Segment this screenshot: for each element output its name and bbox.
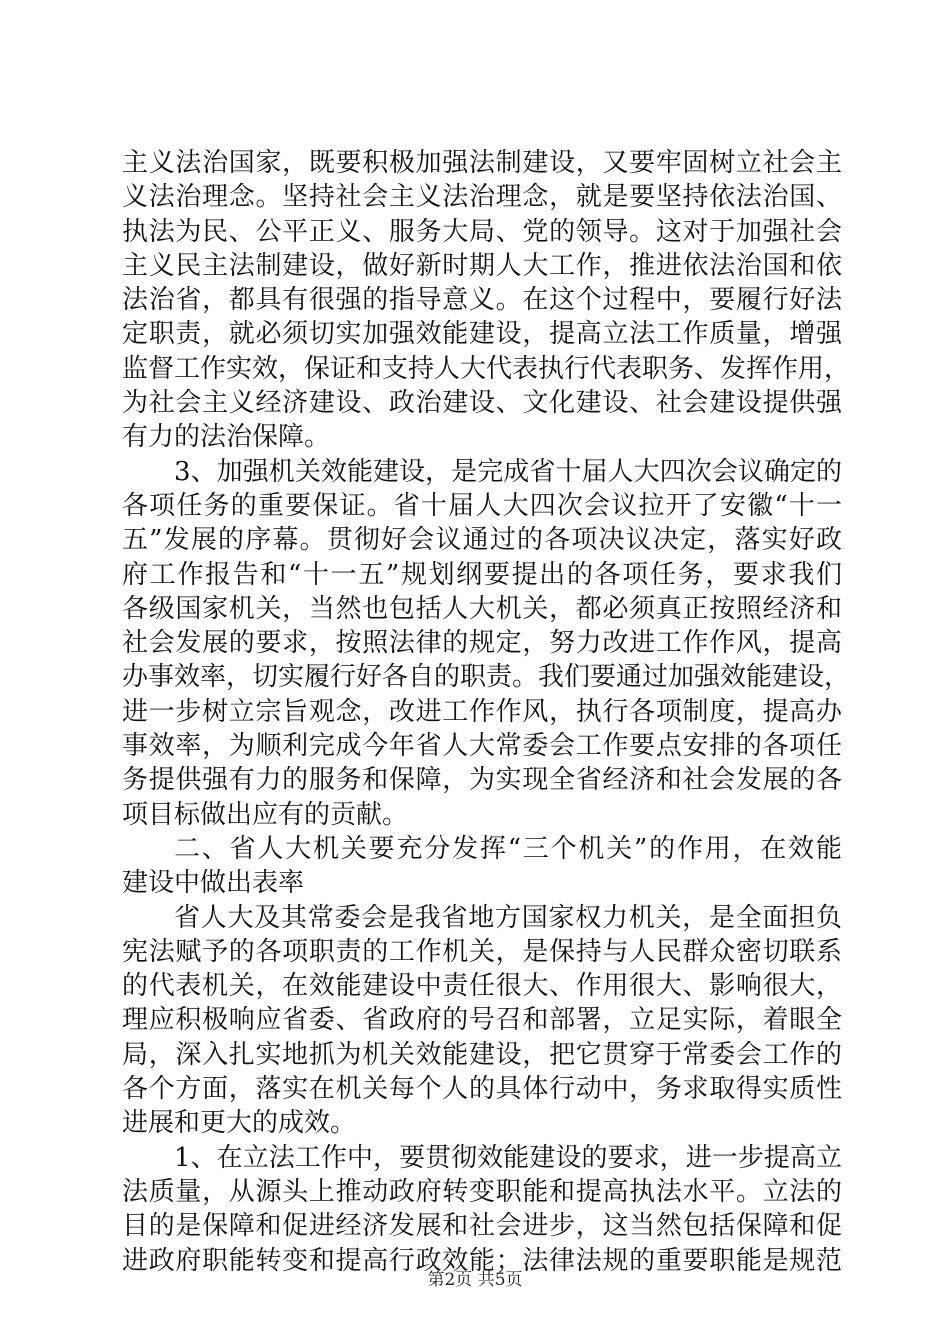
text-line: 有力的法治保障。 bbox=[122, 422, 331, 453]
text-line: 法治省，都具有很强的指导意义。在这个过程中，要履行好法 bbox=[122, 285, 842, 316]
section-heading-line: 建设中做出表率 bbox=[122, 868, 305, 899]
text-line: 社会发展的要求，按照法律的规定，努力改进工作作风，提高 bbox=[122, 628, 842, 659]
text-line: 事效率，为顺利完成今年省人大常委会工作要点安排的各项任 bbox=[122, 731, 842, 762]
text-line: 监督工作实效，保证和支持人大代表执行代表职务、发挥作用， bbox=[122, 353, 851, 384]
text-line: 主义民主法制建设，做好新时期人大工作，推进依法治国和依 bbox=[122, 250, 842, 281]
text-line: 3、加强机关效能建设，是完成省十届人大四次会议确定的 bbox=[174, 456, 842, 487]
text-line: 义法治理念。坚持社会主义法治理念，就是要坚持依法治国、 bbox=[122, 182, 842, 213]
text-line: 府工作报告和“十一五”规划纲要提出的各项任务，要求我们 bbox=[122, 559, 842, 590]
body-text bbox=[122, 146, 851, 1278]
text-line: 进政府职能转变和提高行政效能；法律法规的重要职能是规范 bbox=[122, 1245, 842, 1276]
text-line: 执法为民、公平正义、服务大局、党的领导。这对于加强社会 bbox=[122, 216, 842, 247]
text-line: 进展和更大的成效。 bbox=[122, 1108, 357, 1139]
text-line: 进一步树立宗旨观念，改进工作作风，执行各项制度，提高办 bbox=[122, 696, 842, 727]
text-line: 目的是保障和促进经济发展和社会进步，这当然包括保障和促 bbox=[122, 1211, 842, 1242]
text-line: 定职责，就必须切实加强效能建设，提高立法工作质量，增强 bbox=[122, 319, 842, 350]
text-line: 局，深入扎实地抓为机关效能建设，把它贯穿于常委会工作的 bbox=[122, 1039, 842, 1070]
text-line: 的代表机关，在效能建设中责任很大、作用很大、影响很大， bbox=[122, 971, 842, 1002]
text-line: 办事效率，切实履行好各自的职责。我们要通过加强效能建设， bbox=[122, 662, 851, 693]
text-line: 务提供强有力的服务和保障，为实现全省经济和社会发展的各 bbox=[122, 765, 842, 796]
text-line: 省人大及其常委会是我省地方国家权力机关，是全面担负 bbox=[174, 902, 842, 933]
section-heading-line: 二、省人大机关要充分发挥“三个机关”的作用，在效能 bbox=[174, 833, 842, 864]
text-line: 各级国家机关，当然也包括人大机关，都必须真正按照经济和 bbox=[122, 593, 842, 624]
page-number-footer: 第2页 共5页 bbox=[427, 1270, 523, 1290]
text-line: 1、在立法工作中，要贯彻效能建设的要求，进一步提高立 bbox=[174, 1142, 842, 1173]
text-line: 各项任务的重要保证。省十届人大四次会议拉开了安徽“十一 bbox=[122, 490, 842, 521]
text-line: 为社会主义经济建设、政治建设、文化建设、社会建设提供强 bbox=[122, 388, 842, 419]
text-line: 项目标做出应有的贡献。 bbox=[122, 799, 409, 830]
text-line: 理应积极响应省委、省政府的号召和部署，立足实际，着眼全 bbox=[122, 1005, 842, 1036]
text-line: 五”发展的序幕。贯彻好会议通过的各项决议决定，落实好政 bbox=[122, 525, 842, 556]
text-line: 各个方面，落实在机关每个人的具体行动中，务求取得实质性 bbox=[122, 1074, 842, 1105]
text-line: 宪法赋予的各项职责的工作机关，是保持与人民群众密切联系 bbox=[122, 936, 842, 967]
text-line: 主义法治国家，既要积极加强法制建设，又要牢固树立社会主 bbox=[122, 148, 842, 178]
text-line: 法质量，从源头上推动政府转变职能和提高执法水平。立法的 bbox=[122, 1176, 842, 1207]
